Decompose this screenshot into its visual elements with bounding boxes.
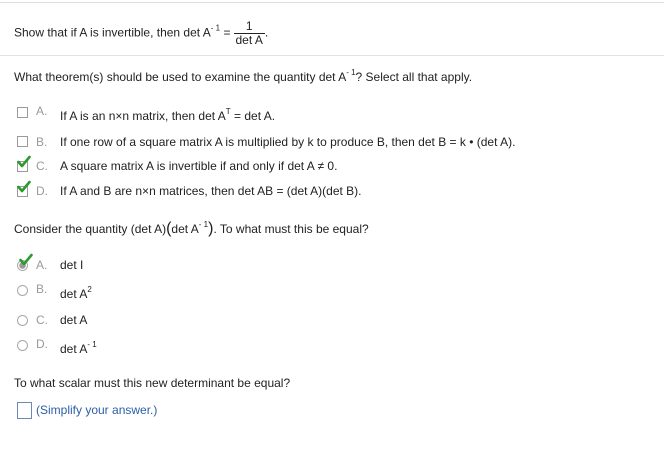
question-period: . [264,25,269,40]
q2-option-d-text [60,342,97,356]
q1-option-a-letter: A. [36,104,48,118]
question-equals: = [223,25,231,40]
q2-text-post: . To what must this be equal? [213,222,369,236]
fraction-numerator: 1 [245,19,253,33]
q1-text-post: ? Select all that apply. [355,70,473,84]
q2-option-b-text [60,287,92,301]
q2-text-pre: Consider the quantity (det A) [14,222,167,236]
q3-prompt: To what scalar must this new determinant be equal? [14,376,291,390]
q2-option-b-radio[interactable] [17,285,28,296]
q1-option-a-text-pre: If A is an n×n matrix, then det A [60,109,226,123]
q2-option-d-sup: - 1 [87,340,97,349]
question-exponent: - 1 [210,23,221,33]
question-prefix: Show that if A is invertible, then det A [14,25,211,40]
q2-option-a-text: det I [60,258,84,272]
q1-exponent: - 1 [346,68,356,77]
q2-option-a-checkmark-icon [19,253,33,267]
q2-option-d-radio[interactable] [17,340,28,351]
q1-option-a-sup: T [225,107,231,116]
q2-option-c-letter: C. [36,313,48,327]
q1-option-c-checkmark-icon [17,155,31,169]
q1-option-a-text [60,109,275,123]
q2-option-b-letter: B. [36,282,48,296]
q3-answer-input[interactable] [17,402,32,419]
q1-option-a-checkbox[interactable] [17,107,28,118]
q2-option-a-letter: A. [36,258,48,272]
q2-option-b-sup: 2 [87,285,92,294]
q2-option-c-text: det A [60,313,88,327]
q2-option-d-letter: D. [36,337,48,351]
section-divider [0,55,664,56]
q2-option-d-text-pre: det A [60,342,88,356]
q2-prompt [14,222,369,236]
q1-option-c-text: A square matrix A is invertible if and only if det A ≠ 0. [60,159,338,173]
q1-prompt [14,70,472,84]
q2-paren-open: ( [166,220,172,237]
q3-hint: (Simplify your answer.) [36,403,158,417]
question-statement [14,20,268,47]
q1-option-b-checkbox[interactable] [17,136,28,147]
q1-option-d-checkmark-icon [17,180,31,194]
q1-option-d-text: If A and B are n×n matrices, then det AB = (det A)(det B). [60,184,362,198]
q1-option-c-letter: C. [36,159,48,173]
q1-option-d-letter: D. [36,184,48,198]
q2-exponent: - 1 [198,220,209,229]
q1-option-b-text: If one row of a square matrix A is multiplied by k to produce B, then det B = k • (det A). [60,135,516,149]
top-border [0,2,664,3]
q1-option-b-letter: B. [36,135,48,149]
q2-option-b-text-pre: det A [60,287,88,301]
question-fraction [234,20,265,47]
q2-option-c-radio[interactable] [17,315,28,326]
q1-text-pre: What theorem(s) should be used to examine the quantity det A [14,70,347,84]
q2-inner: det A [171,222,199,236]
q1-option-a-text-post: = det A. [230,109,276,123]
fraction-denominator: det A [235,33,263,47]
q2-paren-close: ) [208,220,214,237]
